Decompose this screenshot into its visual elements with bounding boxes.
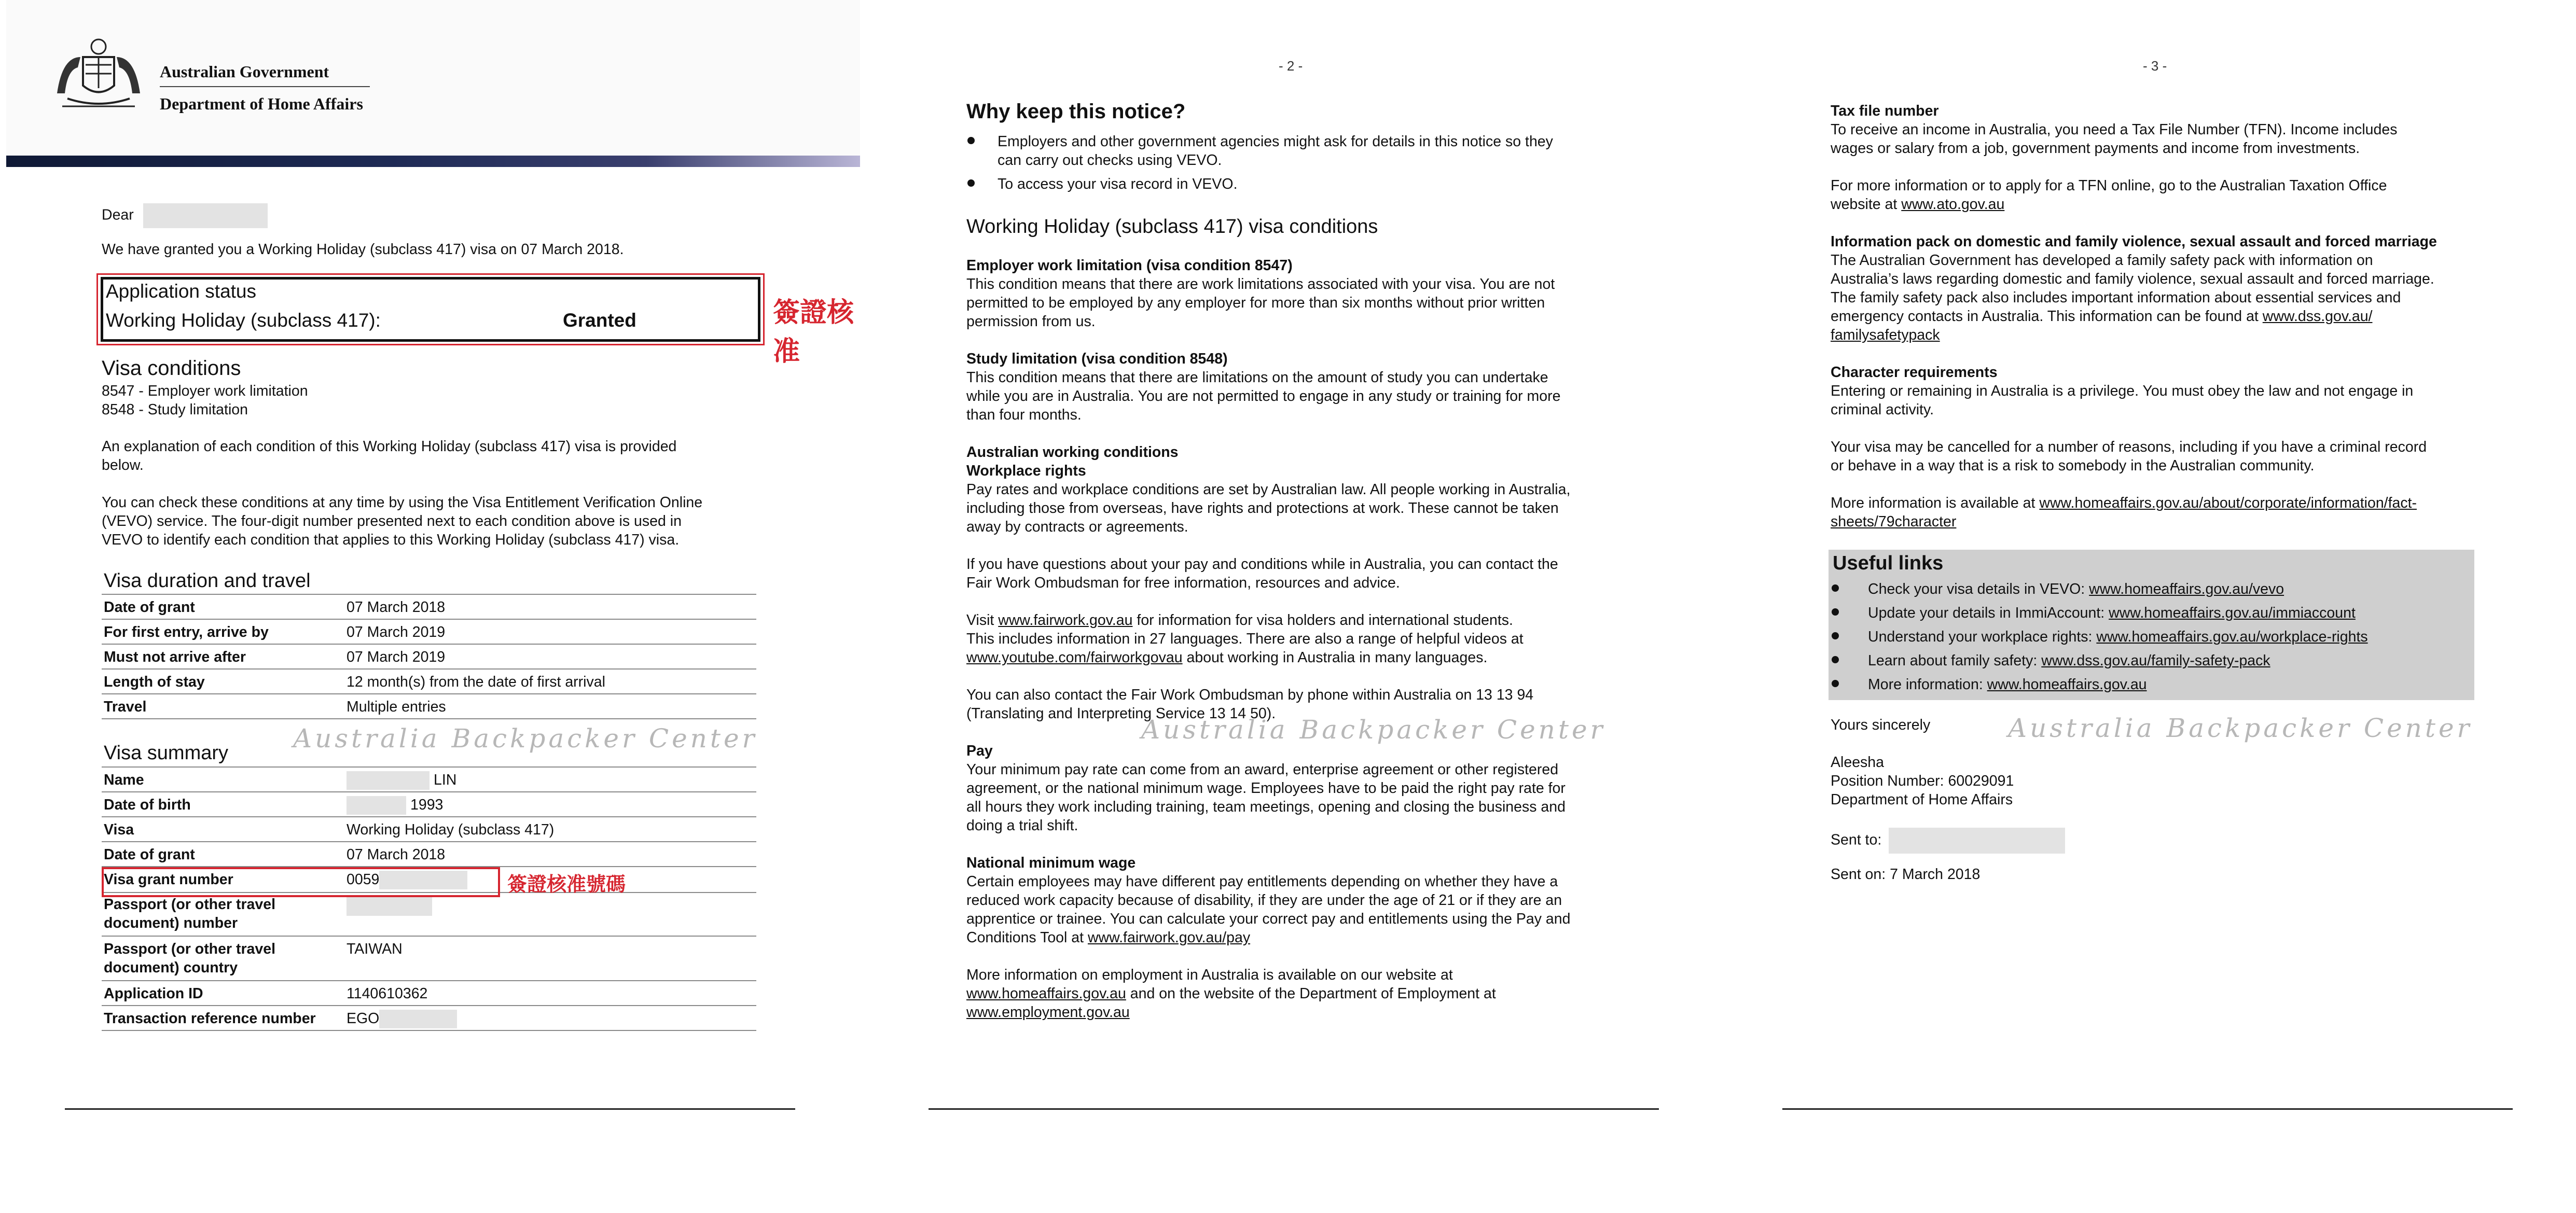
char-line-1: Entering or remaining in Australia is a privilege. You must obey the law and not engage in	[1831, 383, 2414, 399]
closing: Yours sincerely	[1831, 717, 1931, 733]
c8548-line-3: than four months.	[966, 407, 1082, 423]
tfn-line-3: For more information or to apply for a TFN online, go to the Australian Taxation Office	[1831, 177, 2387, 194]
useful-link-vevo: Check your visa details in VEVO: www.homeaffairs.gov.au/vevo	[1868, 581, 2284, 597]
bullet	[967, 179, 975, 187]
page-2	[858, 0, 1718, 1213]
bullet	[967, 137, 975, 144]
character-link[interactable]: www.homeaffairs.gov.au/about/corporate/information/fact-	[2039, 495, 2417, 511]
nmw-line-4: Conditions Tool at www.fairwork.gov.au/pay	[966, 929, 1251, 946]
summary-table	[102, 766, 756, 1031]
why-line-1a: Employers and other government agencies might ask for details in this notice so they	[998, 133, 1553, 150]
application-status-label: Working Holiday (subclass 417):	[106, 310, 381, 331]
table-row: Date of birth 1993	[102, 792, 756, 817]
pay-line-2: agreement, or the national minimum wage. Employees have to be paid the right pay rate for	[966, 780, 1566, 797]
header-divider	[160, 86, 370, 87]
table-row: Transaction reference number EGO	[102, 1006, 756, 1031]
summary-title: Visa summary	[104, 742, 229, 764]
redacted-email	[1889, 828, 2065, 854]
phone-line-1: You can also contact the Fair Work Ombudsman by phone within Australia on 13 13 94	[966, 687, 1534, 703]
why-line-2: To access your visa record in VEVO.	[998, 176, 1238, 192]
watermark: Australia Backpacker Center	[1141, 715, 1606, 745]
char-line-5: More information is available at www.homeaffairs.gov.au/about/corporate/information/fact-	[1831, 495, 2417, 511]
pay-title: Pay	[966, 743, 993, 759]
condition-8547: 8547 - Employer work limitation	[102, 383, 308, 399]
pay-line-3: all hours they work including training, team meetings, opening and closing the business and	[966, 799, 1566, 815]
check-line-1: You can check these conditions at any time by using the Visa Entitlement Verification Online	[102, 494, 703, 511]
pay-line-1: Your minimum pay rate can come from an award, enterprise agreement or other registered	[966, 761, 1559, 778]
homeaffairs-link[interactable]: www.homeaffairs.gov.au	[966, 985, 1126, 1002]
character-link-cont[interactable]: sheets/79character	[1831, 513, 1957, 530]
gov-line-2: Department of Home Affairs	[160, 94, 363, 113]
dv-title: Information pack on domestic and family violence, sexual assault and forced marriage	[1831, 233, 2437, 250]
youtube-link[interactable]: www.youtube.com/fairworkgovau	[966, 649, 1183, 666]
table-row: Visa Working Holiday (subclass 417)	[102, 817, 756, 842]
explanation-line-1: An explanation of each condition of this Working Holiday (subclass 417) visa is provided	[102, 438, 677, 455]
char-line-2: criminal activity.	[1831, 401, 1934, 418]
page-3	[1718, 0, 2576, 1213]
awc-title: Australian working conditions	[966, 444, 1179, 461]
signer-department: Department of Home Affairs	[1831, 791, 2013, 808]
footer-rule	[1782, 1108, 2513, 1110]
watermark: Australia Backpacker Center	[2008, 713, 2473, 743]
char-line-4: or behave in a way that is a risk to somebody in the Australian community.	[1831, 457, 2315, 474]
family-safety-link[interactable]: www.dss.gov.au/family-safety-pack	[2041, 652, 2270, 669]
check-line-3: VEVO to identify each condition that applies to this Working Holiday (subclass 417) visa.	[102, 532, 680, 548]
redacted-passport-number	[347, 895, 432, 916]
check-line-2: (VEVO) service. The four-digit number presented next to each condition above is used in	[102, 513, 682, 529]
immiaccount-link[interactable]: www.homeaffairs.gov.au/immiaccount	[2109, 605, 2356, 621]
dv-line-1: The Australian Government has developed a family safety pack with information on	[1831, 252, 2373, 269]
table-row: Application ID 1140610362	[102, 981, 756, 1006]
footer-rule	[65, 1108, 795, 1110]
nmw-line-1: Certain employees may have different pay entitlements depending on whether they have a	[966, 873, 1558, 890]
granted-sentence: We have granted you a Working Holiday (subclass 417) visa on 07 March 2018.	[102, 241, 624, 258]
condition-8548: 8548 - Study limitation	[102, 401, 248, 418]
useful-link-immiaccount: Update your details in ImmiAccount: www.homeaffairs.gov.au/immiaccount	[1868, 605, 2356, 621]
more-line-3	[966, 1003, 1130, 1022]
bullet	[1832, 632, 1839, 639]
signer-name: Aleesha	[1831, 754, 1884, 771]
tfn-line-4: website at www.ato.gov.au	[1831, 196, 2005, 213]
more-line-1: More information on employment in Australia is available on our website at	[966, 967, 1453, 983]
dv-line-4: emergency contacts in Australia. This information can be found at www.dss.gov.au/	[1831, 308, 2373, 325]
duration-table	[102, 594, 756, 719]
char-title: Character requirements	[1831, 364, 1998, 381]
useful-link-family-safety: Learn about family safety: www.dss.gov.au/family-safety-pack	[1868, 652, 2270, 669]
table-row: Length of stay 12 month(s) from the date of first arrival	[102, 670, 756, 694]
nmw-line-3: apprentice or trainee. You can calculate your correct pay and entitlements using the Pay and	[966, 911, 1571, 927]
sent-to: Sent to:	[1831, 828, 2065, 854]
status-annotation: 簽證核准	[773, 298, 854, 367]
table-row: Date of grant 07 March 2018	[102, 594, 756, 620]
fairwork-link[interactable]: www.fairwork.gov.au	[998, 612, 1133, 629]
sent-on: Sent on: 7 March 2018	[1831, 866, 1981, 883]
vevo-link[interactable]: www.homeaffairs.gov.au/vevo	[2089, 581, 2284, 597]
redacted-dob	[347, 796, 406, 815]
tfn-title: Tax file number	[1831, 103, 1939, 119]
c8547-line-3: permission from us.	[966, 313, 1096, 330]
nmw-title: National minimum wage	[966, 855, 1136, 871]
c8548-line-1: This condition means that there are limitations on the amount of study you can undertake	[966, 369, 1548, 386]
visa-conditions-title: Visa conditions	[102, 357, 241, 380]
useful-links-title: Useful links	[1833, 552, 1944, 574]
page-number: - 3 -	[2143, 58, 2167, 74]
table-row: For first entry, arrive by 07 March 2019	[102, 620, 756, 645]
useful-link-more: More information: www.homeaffairs.gov.au	[1868, 676, 2147, 693]
page-number: - 2 -	[1279, 58, 1303, 74]
page-1	[0, 0, 858, 1213]
redacted-given-name	[347, 771, 430, 790]
c8547-line-1: This condition means that there are work limitations associated with your visa. You are not	[966, 276, 1555, 292]
familysafety-link[interactable]: familysafetypack	[1831, 327, 1940, 343]
tfn-line-2: wages or salary from a job, government payments and income from investments.	[1831, 140, 2360, 157]
conditions-title: Working Holiday (subclass 417) visa conditions	[966, 216, 1378, 238]
grant-number-highlight-box	[102, 867, 500, 897]
useful-link-workplace: Understand your workplace rights: www.homeaffairs.gov.au/workplace-rights	[1868, 629, 2368, 645]
coat-of-arms-icon	[47, 36, 150, 114]
footer-rule	[929, 1108, 1659, 1110]
bullet	[1832, 680, 1839, 687]
wr-title: Workplace rights	[966, 463, 1086, 479]
explanation-line-2: below.	[102, 457, 144, 473]
char-line-6	[1831, 512, 1956, 531]
why-line-1b: can carry out checks using VEVO.	[998, 152, 1222, 169]
redacted-transaction-ref	[379, 1010, 457, 1028]
dv-line-3: The family safety pack also includes important information about essential services and	[1831, 289, 2401, 306]
workplace-rights-link[interactable]: www.homeaffairs.gov.au/workplace-rights	[2096, 629, 2368, 645]
duration-title: Visa duration and travel	[104, 570, 311, 592]
watermark: Australia Backpacker Center	[293, 723, 758, 754]
table-row: Passport (or other travel document) number	[102, 893, 756, 937]
visit-line-2: This includes information in 27 languages. There are also a range of helpful videos at	[966, 631, 1524, 647]
wr-line-1: Pay rates and workplace conditions are set by Australian law. All people working in Australia,	[966, 481, 1571, 498]
char-line-3: Your visa may be cancelled for a number of reasons, including if you have a criminal record	[1831, 439, 2427, 455]
dss-link[interactable]: www.dss.gov.au/	[2262, 308, 2373, 325]
dv-line-2: Australia’s laws regarding domestic and family violence, sexual assault and forced marriage.	[1831, 271, 2434, 287]
wr-line-2: including those from overseas, have rights and protections at work. These cannot be taken	[966, 500, 1559, 517]
dv-line-5	[1831, 326, 1940, 344]
visit-line-1: Visit www.fairwork.gov.au for information for visa holders and international students.	[966, 612, 1513, 629]
table-row: Date of grant 07 March 2018	[102, 842, 756, 867]
grant-number-annotation: 簽證核准號碼	[507, 874, 626, 896]
salutation: Dear	[102, 203, 268, 228]
table-row: Name LIN	[102, 766, 756, 792]
q-line-1: If you have questions about your pay and conditions while in Australia, you can contact the	[966, 556, 1558, 573]
nmw-line-2: reduced work capacity because of disability, if they are under the age of 21 or if they are an	[966, 892, 1562, 909]
application-status-title: Application status	[106, 281, 257, 302]
c8548-title: Study limitation (visa condition 8548)	[966, 351, 1228, 367]
c8548-line-2: while you are in Australia. You are not permitted to engage in any study or training for more	[966, 388, 1561, 405]
more-line-2: www.homeaffairs.gov.au and on the website of the Department of Employment at	[966, 985, 1496, 1002]
table-row: Travel Multiple entries	[102, 694, 756, 719]
signer-position: Position Number: 60029091	[1831, 773, 2014, 789]
redacted-name	[143, 203, 268, 228]
visit-line-3: www.youtube.com/fairworkgovau about working in Australia in many languages.	[966, 649, 1488, 666]
q-line-2: Fair Work Ombudsman for free information, resources and advice.	[966, 575, 1400, 591]
table-row: Must not arrive after 07 March 2019	[102, 645, 756, 670]
table-row: Visa grant number 0059	[102, 867, 756, 893]
ato-link[interactable]: www.ato.gov.au	[1901, 196, 2005, 213]
bullet	[1832, 584, 1839, 592]
pay-line-4: doing a trial shift.	[966, 817, 1078, 834]
c8547-line-2: permitted to be employed by any employer for more than six months without prior written	[966, 295, 1545, 311]
tfn-line-1: To receive an income in Australia, you need a Tax File Number (TFN). Income includes	[1831, 121, 2398, 138]
more-info-link[interactable]: www.homeaffairs.gov.au	[1987, 676, 2147, 693]
application-status-value: Granted	[563, 310, 636, 331]
gov-line-1: Australian Government	[160, 62, 329, 81]
bullet	[1832, 608, 1839, 616]
phone-line-2: (Translating and Interpreting Service 13 14 50).	[966, 705, 1276, 722]
fairwork-pay-link[interactable]: www.fairwork.gov.au/pay	[1087, 929, 1251, 946]
header-color-bar	[6, 156, 860, 167]
table-row: Passport (or other travel document) country TAIWAN	[102, 937, 756, 981]
why-title: Why keep this notice?	[966, 100, 1186, 123]
bullet	[1832, 656, 1839, 663]
wr-line-3: away by contracts or agreements.	[966, 519, 1188, 535]
employment-link[interactable]: www.employment.gov.au	[966, 1004, 1130, 1021]
c8547-title: Employer work limitation (visa condition 8547)	[966, 257, 1293, 274]
